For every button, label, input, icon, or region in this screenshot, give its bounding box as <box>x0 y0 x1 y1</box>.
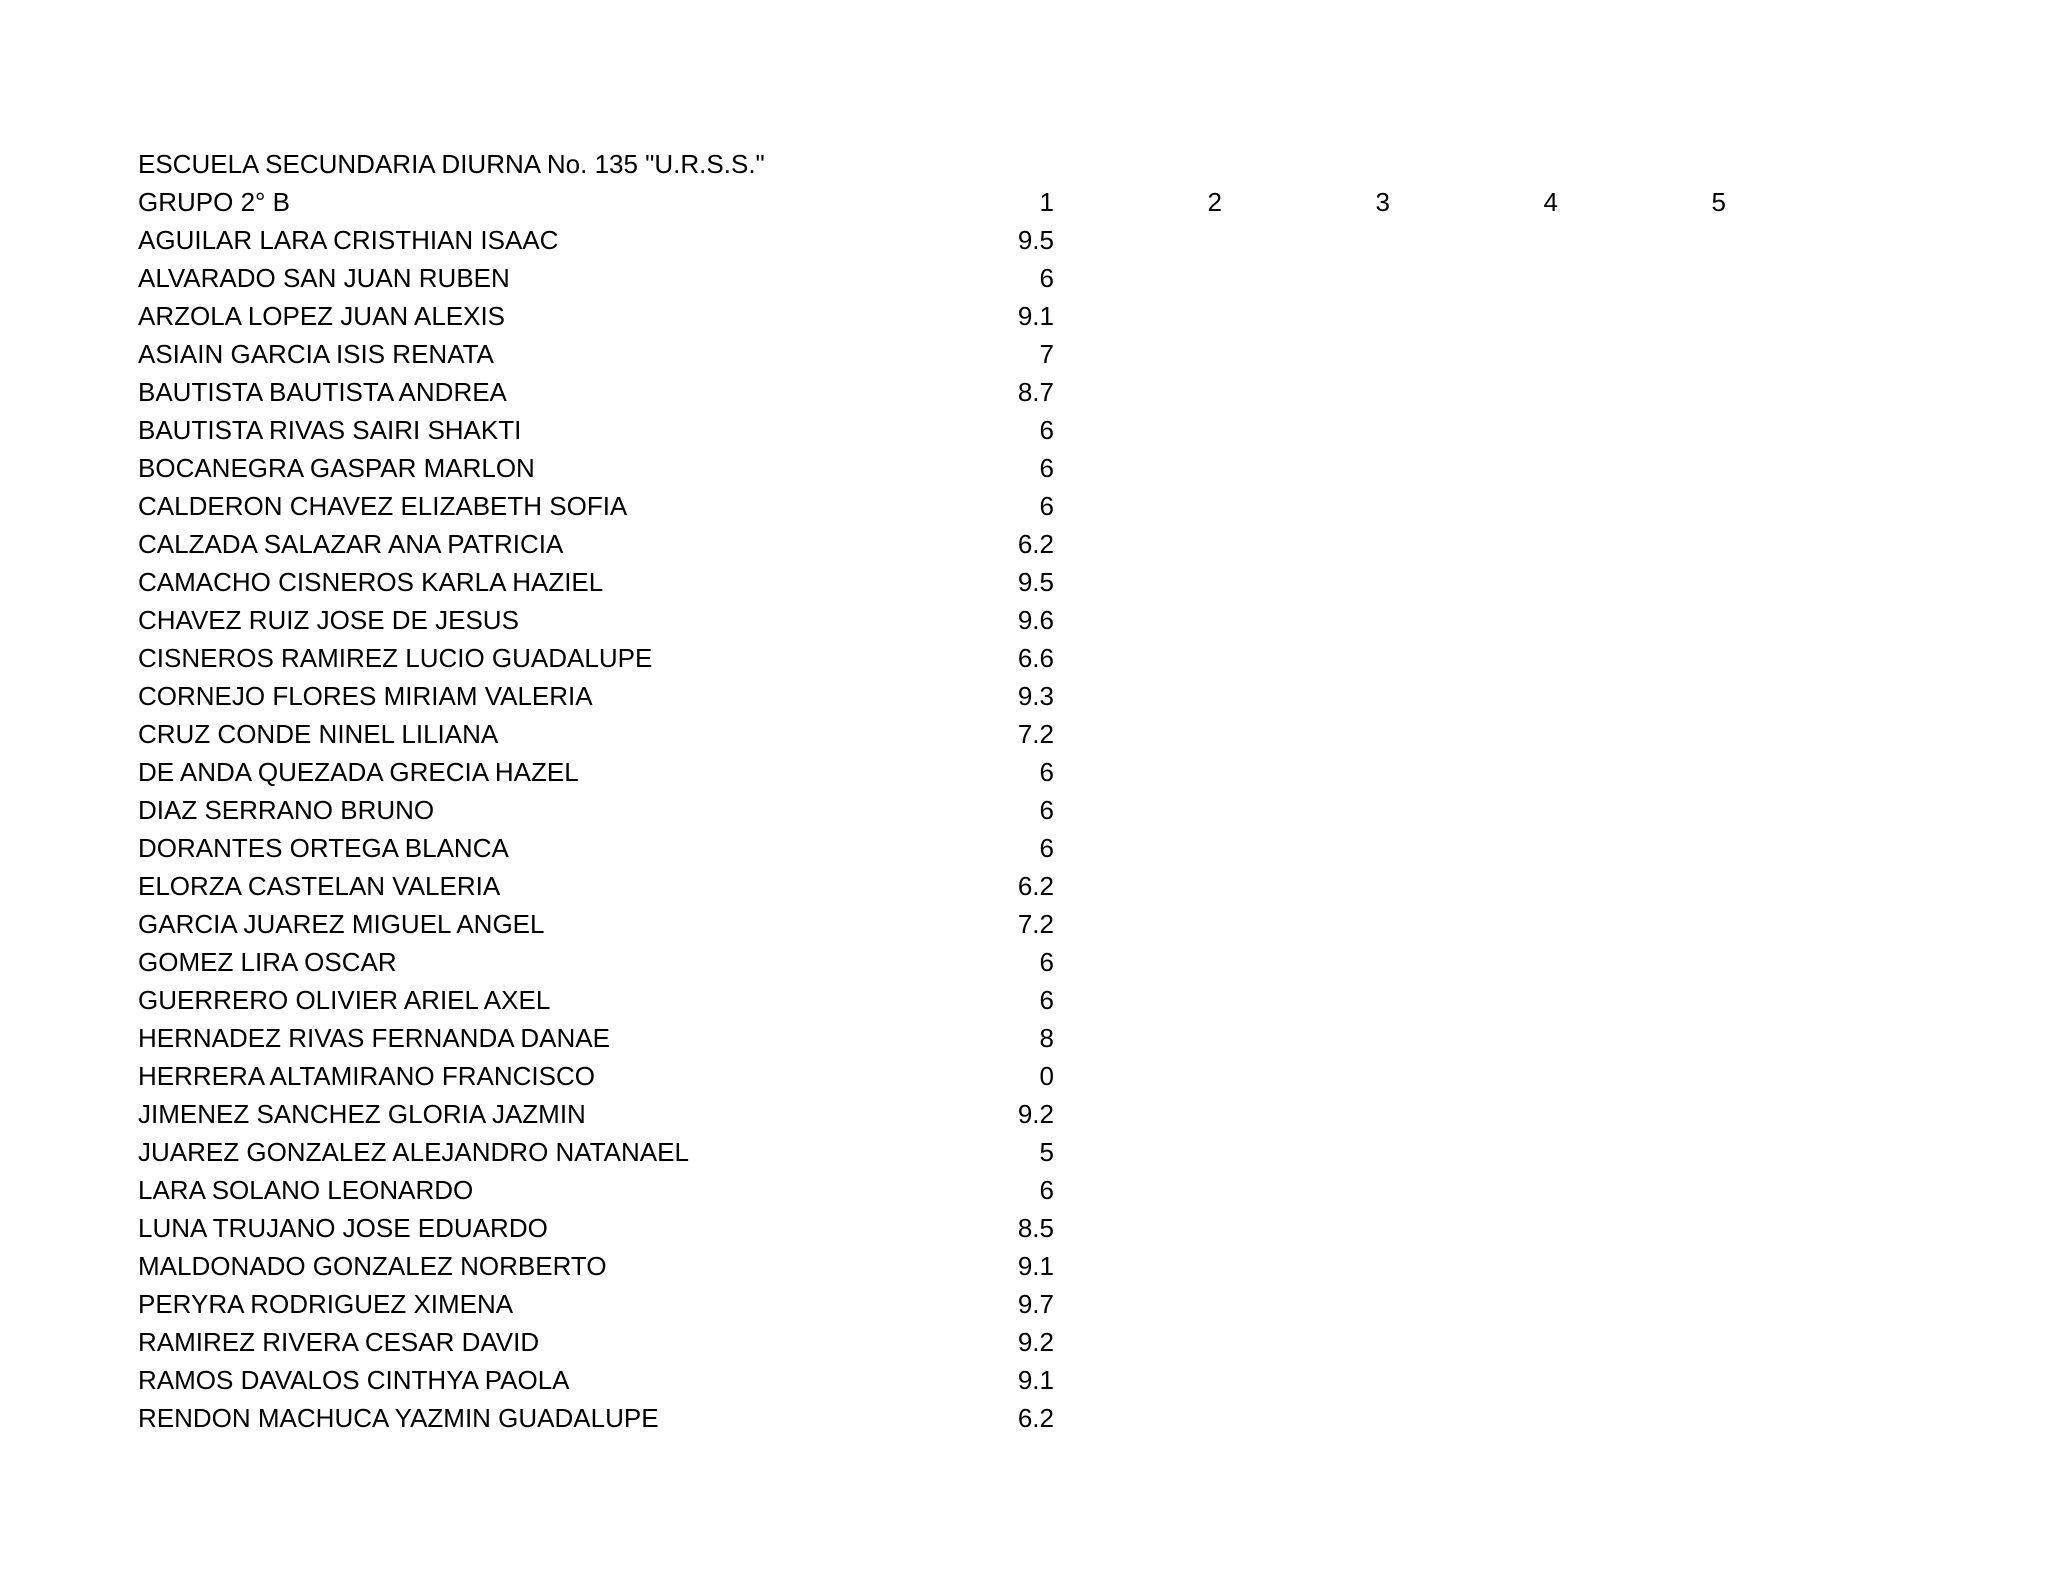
student-name: ASIAIN GARCIA ISIS RENATA <box>138 339 494 369</box>
student-row <box>138 335 1938 373</box>
student-score: 9.5 <box>1017 225 1054 255</box>
student-row <box>138 677 1938 715</box>
student-name: DORANTES ORTEGA BLANCA <box>138 833 509 863</box>
group-header-row <box>138 183 1938 221</box>
student-row <box>138 1019 1938 1057</box>
student-row <box>138 1285 1938 1323</box>
student-row <box>138 1057 1938 1095</box>
student-name: CISNEROS RAMIREZ LUCIO GUADALUPE <box>138 643 653 673</box>
student-name: ARZOLA LOPEZ JUAN ALEXIS <box>138 301 506 331</box>
group-label: GRUPO 2° B <box>138 187 290 217</box>
student-row <box>138 259 1938 297</box>
student-score: 7 <box>1039 339 1054 369</box>
student-name: RAMOS DAVALOS CINTHYA PAOLA <box>138 1365 570 1395</box>
student-row <box>138 791 1938 829</box>
student-row <box>138 829 1938 867</box>
student-name: GUERRERO OLIVIER ARIEL AXEL <box>138 985 551 1015</box>
school-title: ESCUELA SECUNDARIA DIURNA No. 135 "U.R.S.S." <box>138 149 765 179</box>
student-name: BAUTISTA BAUTISTA ANDREA <box>138 377 507 407</box>
student-name: HERRERA ALTAMIRANO FRANCISCO <box>138 1061 595 1091</box>
student-row <box>138 373 1938 411</box>
student-score: 7.2 <box>1017 909 1054 939</box>
student-row <box>138 449 1938 487</box>
student-row <box>138 1133 1938 1171</box>
student-name: CRUZ CONDE NINEL LILIANA <box>138 719 499 749</box>
student-score: 6 <box>1039 453 1054 483</box>
student-score: 5 <box>1039 1137 1054 1167</box>
column-header-5: 5 <box>1711 187 1726 217</box>
student-name: MALDONADO GONZALEZ NORBERTO <box>138 1251 607 1281</box>
student-score: 6 <box>1039 985 1054 1015</box>
student-name: CAMACHO CISNEROS KARLA HAZIEL <box>138 567 604 597</box>
student-name: HERNADEZ RIVAS FERNANDA DANAE <box>138 1023 610 1053</box>
student-score: 6 <box>1039 263 1054 293</box>
student-score: 6.6 <box>1017 643 1054 673</box>
student-score: 8 <box>1039 1023 1054 1053</box>
student-score: 6 <box>1039 1175 1054 1205</box>
student-name: RENDON MACHUCA YAZMIN GUADALUPE <box>138 1403 659 1433</box>
student-score: 9.1 <box>1017 1365 1054 1395</box>
student-score: 7.2 <box>1017 719 1054 749</box>
student-name: LARA SOLANO LEONARDO <box>138 1175 474 1205</box>
student-score: 0 <box>1039 1061 1054 1091</box>
student-row <box>138 601 1938 639</box>
student-list <box>138 221 1938 1437</box>
student-row <box>138 411 1938 449</box>
student-row <box>138 639 1938 677</box>
student-row <box>138 221 1938 259</box>
student-score: 6 <box>1039 795 1054 825</box>
student-score: 9.5 <box>1017 567 1054 597</box>
student-score: 9.2 <box>1017 1327 1054 1357</box>
student-name: RAMIREZ RIVERA CESAR DAVID <box>138 1327 540 1357</box>
student-name: DIAZ SERRANO BRUNO <box>138 795 435 825</box>
student-name: JIMENEZ SANCHEZ GLORIA JAZMIN <box>138 1099 586 1129</box>
grade-sheet <box>138 145 1938 1437</box>
student-score: 8.7 <box>1017 377 1054 407</box>
student-name: CALDERON CHAVEZ ELIZABETH SOFIA <box>138 491 628 521</box>
student-name: GARCIA JUAREZ MIGUEL ANGEL <box>138 909 545 939</box>
student-score: 9.3 <box>1017 681 1054 711</box>
student-name: BAUTISTA RIVAS SAIRI SHAKTI <box>138 415 522 445</box>
student-row <box>138 981 1938 1019</box>
student-row <box>138 1361 1938 1399</box>
student-name: CORNEJO FLORES MIRIAM VALERIA <box>138 681 593 711</box>
student-name: JUAREZ GONZALEZ ALEJANDRO NATANAEL <box>138 1137 689 1167</box>
student-row <box>138 943 1938 981</box>
student-name: AGUILAR LARA CRISTHIAN ISAAC <box>138 225 559 255</box>
student-row <box>138 1399 1938 1437</box>
student-row <box>138 1171 1938 1209</box>
student-row <box>138 905 1938 943</box>
student-row <box>138 487 1938 525</box>
student-score: 9.2 <box>1017 1099 1054 1129</box>
student-name: GOMEZ LIRA OSCAR <box>138 947 397 977</box>
student-row <box>138 297 1938 335</box>
student-score: 8.5 <box>1017 1213 1054 1243</box>
student-row <box>138 525 1938 563</box>
student-score: 6.2 <box>1017 1403 1054 1433</box>
student-score: 6.2 <box>1017 871 1054 901</box>
student-name: CHAVEZ RUIZ JOSE DE JESUS <box>138 605 519 635</box>
student-name: LUNA TRUJANO JOSE EDUARDO <box>138 1213 548 1243</box>
column-header-1: 1 <box>1039 187 1054 217</box>
student-name: ELORZA CASTELAN VALERIA <box>138 871 501 901</box>
student-score: 6.2 <box>1017 529 1054 559</box>
student-name: PERYRA RODRIGUEZ XIMENA <box>138 1289 514 1319</box>
student-row <box>138 753 1938 791</box>
student-row <box>138 1323 1938 1361</box>
student-name: BOCANEGRA GASPAR MARLON <box>138 453 535 483</box>
student-score: 6 <box>1039 415 1054 445</box>
student-row <box>138 1095 1938 1133</box>
student-score: 6 <box>1039 491 1054 521</box>
student-row <box>138 1247 1938 1285</box>
student-score: 9.7 <box>1017 1289 1054 1319</box>
student-score: 9.6 <box>1017 605 1054 635</box>
column-header-2: 2 <box>1207 187 1222 217</box>
student-name: DE ANDA QUEZADA GRECIA HAZEL <box>138 757 579 787</box>
student-row <box>138 715 1938 753</box>
student-score: 6 <box>1039 757 1054 787</box>
student-name: ALVARADO SAN JUAN RUBEN <box>138 263 510 293</box>
student-row <box>138 563 1938 601</box>
school-title-row <box>138 145 1938 183</box>
column-header-3: 3 <box>1375 187 1390 217</box>
student-row <box>138 867 1938 905</box>
student-name: CALZADA SALAZAR ANA PATRICIA <box>138 529 564 559</box>
student-score: 6 <box>1039 833 1054 863</box>
column-header-4: 4 <box>1543 187 1558 217</box>
student-row <box>138 1209 1938 1247</box>
student-score: 9.1 <box>1017 301 1054 331</box>
student-score: 9.1 <box>1017 1251 1054 1281</box>
student-score: 6 <box>1039 947 1054 977</box>
